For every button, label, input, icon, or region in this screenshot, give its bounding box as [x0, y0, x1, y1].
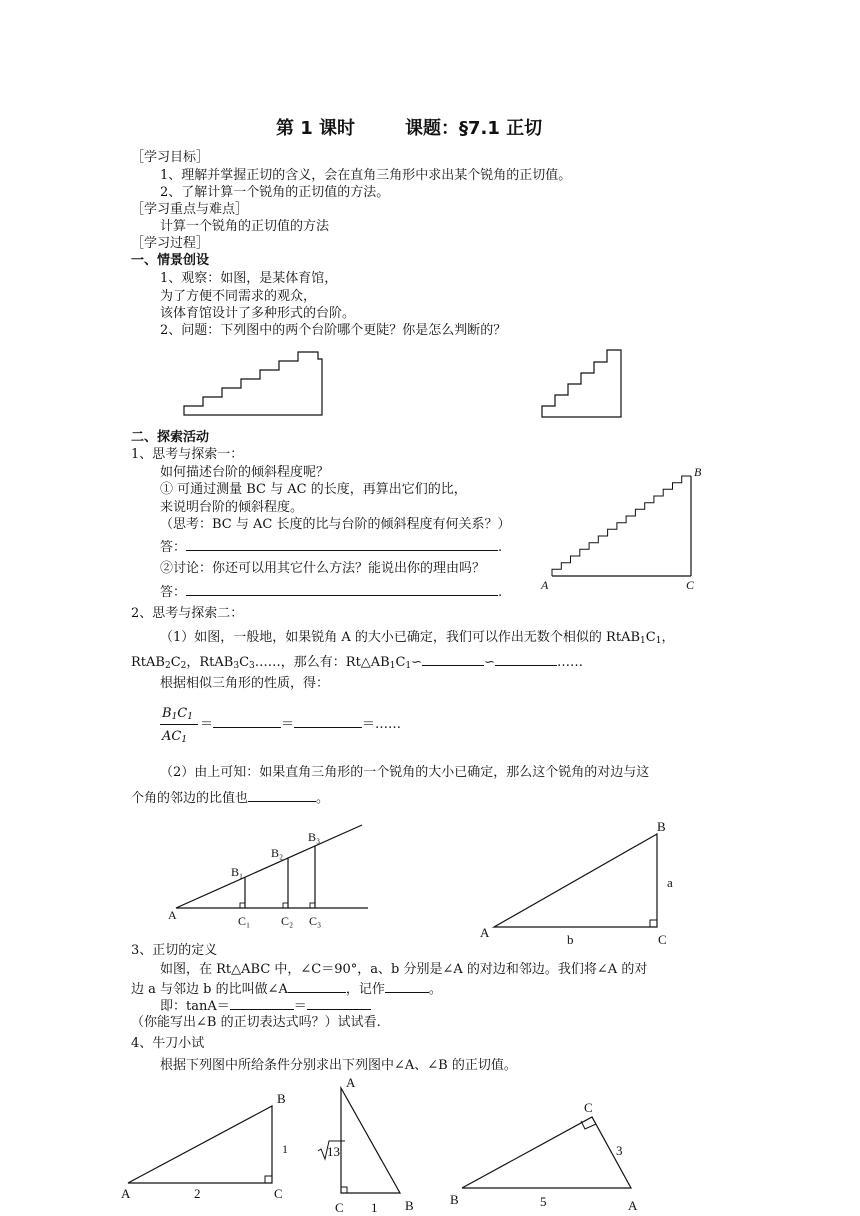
- p1-side-ac: 2: [194, 1186, 201, 1201]
- practice-heading: 4、牛刀小试: [131, 1036, 205, 1051]
- p3-label-a: A: [628, 1198, 638, 1213]
- sim-label-c2: C₂: [281, 914, 294, 928]
- practice-figure-3: [450, 1100, 638, 1213]
- stair-triangle-figure: [540, 465, 702, 592]
- answer-line-1[interactable]: 答： .: [160, 540, 503, 555]
- p2-label-b: B: [405, 1198, 414, 1213]
- p1-side-bc: 1: [282, 1142, 288, 1156]
- explore2-heading: 2、思考与探索二：: [131, 606, 244, 621]
- answer-label-2: 答：: [160, 585, 187, 600]
- p3-side-ac: 3: [616, 1143, 623, 1158]
- explore1-question: 如何描述台阶的倾斜程度呢？: [160, 465, 330, 480]
- answer-line-2[interactable]: 答： .: [160, 585, 503, 600]
- abc-label-c: C: [658, 932, 667, 947]
- abc-label-b: B: [657, 819, 666, 834]
- practice-figure-1: [121, 1091, 288, 1201]
- p1-label-c: C: [274, 1186, 283, 1201]
- p1-label-a: A: [121, 1186, 131, 1201]
- ratio-equation: ＝ ＝ ＝……: [200, 717, 402, 732]
- p3-label-b: B: [450, 1192, 459, 1207]
- definition-p2: 边 a 与邻边 b 的比叫做∠A ，记作 。: [131, 982, 442, 997]
- answer-label-1: 答：: [160, 540, 187, 555]
- stair-label-b: B: [694, 465, 702, 479]
- definition-p1: 如图，在 Rt△ABC 中，∠C＝90°，a、b 分别是∠A 的对边和邻边。我们将∠A 的对: [160, 962, 648, 977]
- stair-label-c: C: [686, 578, 695, 592]
- p2-label-c: C: [335, 1200, 344, 1215]
- p2-side-ac: 13: [327, 1144, 340, 1159]
- key-text: 计算一个锐角的正切值的方法: [160, 219, 330, 234]
- section2-heading: 二、探索活动: [131, 430, 210, 445]
- sim-label-b1: B₁: [231, 865, 244, 879]
- abc-side-a: a: [667, 875, 673, 890]
- explore2-p3-line2: 个角的邻边的比值也 。: [131, 791, 330, 806]
- definition-p4: （你能写出∠B 的正切表达式吗？）试试看.: [131, 1015, 381, 1030]
- staircase-figure-1: [184, 352, 322, 415]
- explore1-think: （思考：BC 与 AC 长度的比与台阶的倾斜程度有何关系？）: [160, 517, 511, 532]
- section1-heading: 一、情景创设: [131, 253, 210, 268]
- sim-label-b2: B₂: [271, 846, 284, 860]
- p3-side-ab: 5: [540, 1194, 547, 1209]
- section1-line-1: 1、观察：如图，是某体育馆，: [160, 271, 338, 286]
- definition-p3: 即：tanA＝ ＝: [160, 997, 371, 1015]
- sim-label-c1: C₁: [238, 914, 251, 928]
- sim-label-b3: B₃: [308, 830, 321, 844]
- practice-text: 根据下列图中所给条件分别求出下列图中∠A、∠B 的正切值。: [160, 1058, 517, 1073]
- explore1-item1-a: ① 可通过测量 BC 与 AC 的长度，再算出它们的比，: [160, 482, 467, 497]
- fraction-denominator: $AC_1$: [162, 729, 188, 745]
- staircase-figure-2: [542, 350, 621, 417]
- process-heading: ［学习过程］: [131, 236, 210, 251]
- right-triangle-abc-figure: [480, 819, 673, 947]
- sim-label-a: A: [168, 908, 177, 922]
- explore2-p1-line2: $RtAB_2C_2$，$RtAB_3C_3\dots\dots$，那么有：$Rt\triangle AB_1C_1∽$ ∽ ……: [131, 655, 583, 671]
- section1-line-4: 2、问题：下列图中的两个台阶哪个更陡？你是怎么判断的？: [160, 323, 507, 338]
- key-heading: ［学习重点与难点］: [131, 202, 249, 217]
- sim-label-c3: C₃: [309, 914, 322, 928]
- p2-side-bc: 1: [371, 1200, 378, 1215]
- page-title: 课题：§7.1 正切: [405, 118, 543, 139]
- explore2-p1-line1: （1）如图，一般地，如果锐角 A 的大小已确定，我们可以作出无数个相似的 $RtAB_1C_1$，: [160, 630, 675, 646]
- practice-figure-2: [318, 1075, 414, 1215]
- explore2-p2: 根据相似三角形的性质，得：: [160, 676, 330, 691]
- goal-item-1: 1、理解并掌握正切的含义，会在直角三角形中求出某个锐角的正切值。: [160, 168, 572, 183]
- definition-heading: 3、正切的定义: [131, 943, 218, 958]
- section1-line-2: 为了方便不同需求的观众，: [160, 289, 317, 304]
- p2-label-a: A: [346, 1075, 356, 1090]
- abc-side-b: b: [567, 932, 574, 947]
- p1-label-b: B: [277, 1091, 286, 1106]
- goals-heading: ［学习目标］: [131, 150, 210, 165]
- stair-label-a: A: [541, 578, 549, 592]
- section1-line-3: 该体育馆设计了多种形式的台阶。: [160, 306, 356, 321]
- lesson-number: 第 1 课时: [276, 118, 356, 139]
- explore1-item2: ②讨论：你还可以用其它什么方法？能说出你的理由吗？: [160, 561, 486, 576]
- explore2-p3-line1: （2）由上可知：如果直角三角形的一个锐角的大小已确定，那么这个锐角的对边与这: [160, 765, 650, 780]
- similar-triangles-figure: [168, 825, 368, 928]
- p3-label-c: C: [584, 1100, 593, 1115]
- explore1-heading: 1、思考与探索一：: [131, 447, 244, 462]
- explore1-item1-b: 来说明台阶的倾斜程度。: [160, 500, 304, 515]
- goal-item-2: 2、了解计算一个锐角的正切值的方法。: [160, 185, 390, 200]
- abc-label-a: A: [480, 925, 490, 940]
- fraction-numerator: $B_1C_1$: [162, 706, 193, 722]
